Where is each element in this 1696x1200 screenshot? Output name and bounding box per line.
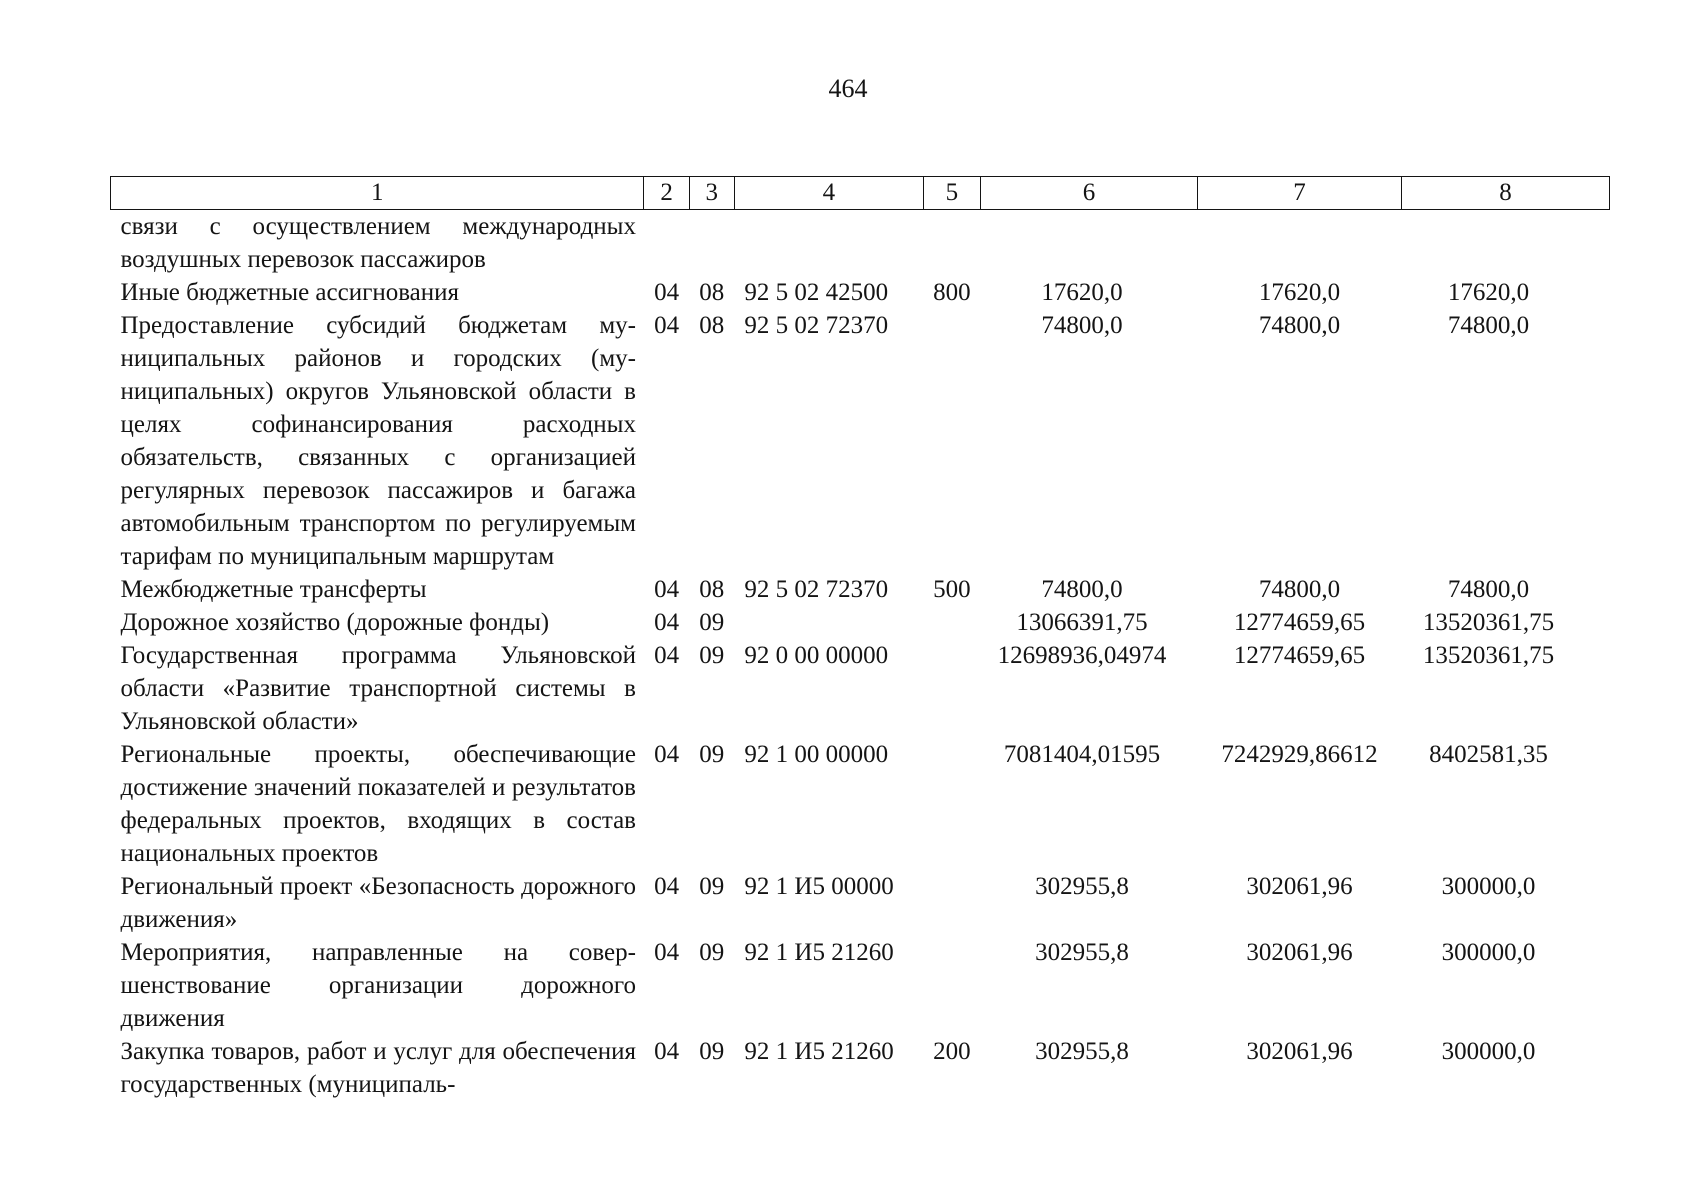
header-col-2: 2	[644, 177, 689, 210]
row-amount-col-8: 74800,0	[1447, 312, 1530, 339]
row-subsection-code: 08	[699, 279, 725, 306]
row-subsection-code	[689, 210, 734, 277]
table-row	[111, 639, 1610, 738]
row-subsection-code: 09	[699, 642, 725, 669]
row-target-article: 92 5 02 72370	[744, 312, 889, 339]
row-name: связи с осуществлением международных воздушных перевозок пассажиров	[120, 213, 636, 273]
row-expense-type	[923, 639, 980, 738]
row-amount-col-8	[1401, 210, 1609, 277]
row-section-code: 04	[654, 642, 680, 669]
table-row	[111, 573, 1610, 606]
row-amount-col-8: 300000,0	[1441, 1038, 1536, 1065]
row-amount-col-6: 302955,8	[1035, 873, 1129, 900]
row-name: Государственная программа Ульяновской области «Развитие транспортной системы в Ульяновской области»	[120, 642, 636, 735]
row-amount-col-7: 12774659,65	[1233, 609, 1366, 636]
row-amount-col-6	[981, 210, 1198, 277]
row-name: Иные бюджетные ассигнования	[120, 279, 460, 306]
table-row	[111, 210, 1610, 277]
row-amount-col-7: 302061,96	[1246, 1038, 1353, 1065]
header-col-5: 5	[923, 177, 980, 210]
row-name: Закупка товаров, работ и услуг для обеспечения государственных (муниципаль-	[120, 1038, 636, 1098]
row-amount-col-7: 74800,0	[1258, 576, 1341, 603]
row-expense-type	[923, 738, 980, 870]
row-name: Мероприятия, направленные на совершенствование организации дорожного движения	[120, 939, 636, 1032]
row-amount-col-6: 13066391,75	[1016, 609, 1148, 636]
row-section-code: 04	[654, 576, 680, 603]
row-target-article: 92 0 00 00000	[744, 642, 889, 669]
header-col-7: 7	[1198, 177, 1402, 210]
row-section-code: 04	[654, 873, 680, 900]
row-amount-col-7: 7242929,86612	[1221, 741, 1378, 768]
row-name: Предоставление субсидий бюджетам муниципальных районов и городских (муниципальных) округов Ульяновской области в целях софинансирования расходных обязательств, связанных с организацией регулярных перевозок пассажиров и багажа автомобильным транспортом по регулируемым тарифам по муниципальным маршрутам	[120, 312, 636, 570]
row-expense-type	[923, 309, 980, 573]
row-subsection-code: 08	[699, 576, 725, 603]
row-amount-col-8: 8402581,35	[1429, 741, 1548, 768]
row-subsection-code: 09	[699, 741, 725, 768]
table-row	[111, 309, 1610, 573]
row-subsection-code: 09	[699, 939, 725, 966]
header-row	[111, 177, 1610, 210]
row-section-code: 04	[654, 279, 680, 306]
row-target-article: 92 1 И5 21260	[744, 939, 894, 966]
row-target-article	[734, 606, 923, 639]
row-amount-col-8: 74800,0	[1447, 576, 1530, 603]
row-amount-col-7: 302061,96	[1246, 939, 1353, 966]
row-amount-col-7: 12774659,65	[1233, 642, 1366, 669]
row-target-article: 92 1 И5 21260	[744, 1038, 894, 1065]
row-name: Межбюджетные трансферты	[120, 576, 427, 603]
row-target-article: 92 1 И5 00000	[744, 873, 894, 900]
header-col-3: 3	[689, 177, 734, 210]
header-col-6: 6	[981, 177, 1198, 210]
row-amount-col-7: 17620,0	[1258, 279, 1341, 306]
row-name: Региональные проекты, обеспечивающие достижение значений показателей и результатов федеральных проектов, входящих в состав национальных проектов	[120, 741, 636, 867]
row-section-code: 04	[654, 741, 680, 768]
row-amount-col-6: 17620,0	[1041, 279, 1123, 306]
table-row	[111, 738, 1610, 870]
row-target-article: 92 5 02 72370	[744, 576, 889, 603]
row-name: Дорожное хозяйство (дорожные фонды)	[120, 609, 550, 636]
row-amount-col-6: 302955,8	[1035, 939, 1129, 966]
row-amount-col-6: 7081404,01595	[1003, 741, 1161, 768]
row-amount-col-7	[1198, 210, 1402, 277]
row-section-code: 04	[654, 609, 680, 636]
row-expense-type: 200	[933, 1038, 971, 1065]
row-amount-col-8: 13520361,75	[1422, 642, 1555, 669]
row-amount-col-8: 300000,0	[1441, 873, 1536, 900]
row-amount-col-6: 302955,8	[1035, 1038, 1129, 1065]
row-expense-type	[923, 936, 980, 1035]
row-subsection-code: 09	[699, 873, 725, 900]
row-section-code: 04	[654, 939, 680, 966]
row-section-code: 04	[654, 312, 680, 339]
table-row	[111, 1035, 1610, 1101]
row-amount-col-7: 74800,0	[1258, 312, 1341, 339]
row-target-article: 92 1 00 00000	[744, 741, 889, 768]
row-expense-type	[923, 870, 980, 936]
row-amount-col-7: 302061,96	[1246, 873, 1353, 900]
row-target-article	[734, 210, 923, 277]
row-subsection-code: 09	[699, 609, 725, 636]
row-expense-type: 800	[933, 279, 971, 306]
row-expense-type: 500	[933, 576, 971, 603]
row-amount-col-6: 12698936,04974	[997, 642, 1167, 669]
table-row	[111, 276, 1610, 309]
header-col-1: 1	[111, 177, 644, 210]
row-amount-col-8: 13520361,75	[1422, 609, 1555, 636]
table-row	[111, 870, 1610, 936]
budget-table	[110, 176, 1610, 1101]
table-row	[111, 606, 1610, 639]
page-number: 464	[828, 74, 868, 103]
row-expense-type	[923, 606, 980, 639]
row-section-code	[644, 210, 689, 277]
header-col-8: 8	[1401, 177, 1609, 210]
row-subsection-code: 09	[699, 1038, 725, 1065]
row-subsection-code: 08	[699, 312, 725, 339]
row-amount-col-6: 74800,0	[1041, 312, 1123, 339]
row-expense-type	[923, 210, 980, 277]
row-amount-col-8: 300000,0	[1441, 939, 1536, 966]
header-col-4: 4	[734, 177, 923, 210]
row-section-code: 04	[654, 1038, 680, 1065]
row-amount-col-8: 17620,0	[1447, 279, 1530, 306]
table-row	[111, 936, 1610, 1035]
row-amount-col-6: 74800,0	[1041, 576, 1123, 603]
row-target-article: 92 5 02 42500	[744, 279, 889, 306]
row-name: Региональный проект «Безопасность дорожного движения»	[120, 873, 636, 933]
